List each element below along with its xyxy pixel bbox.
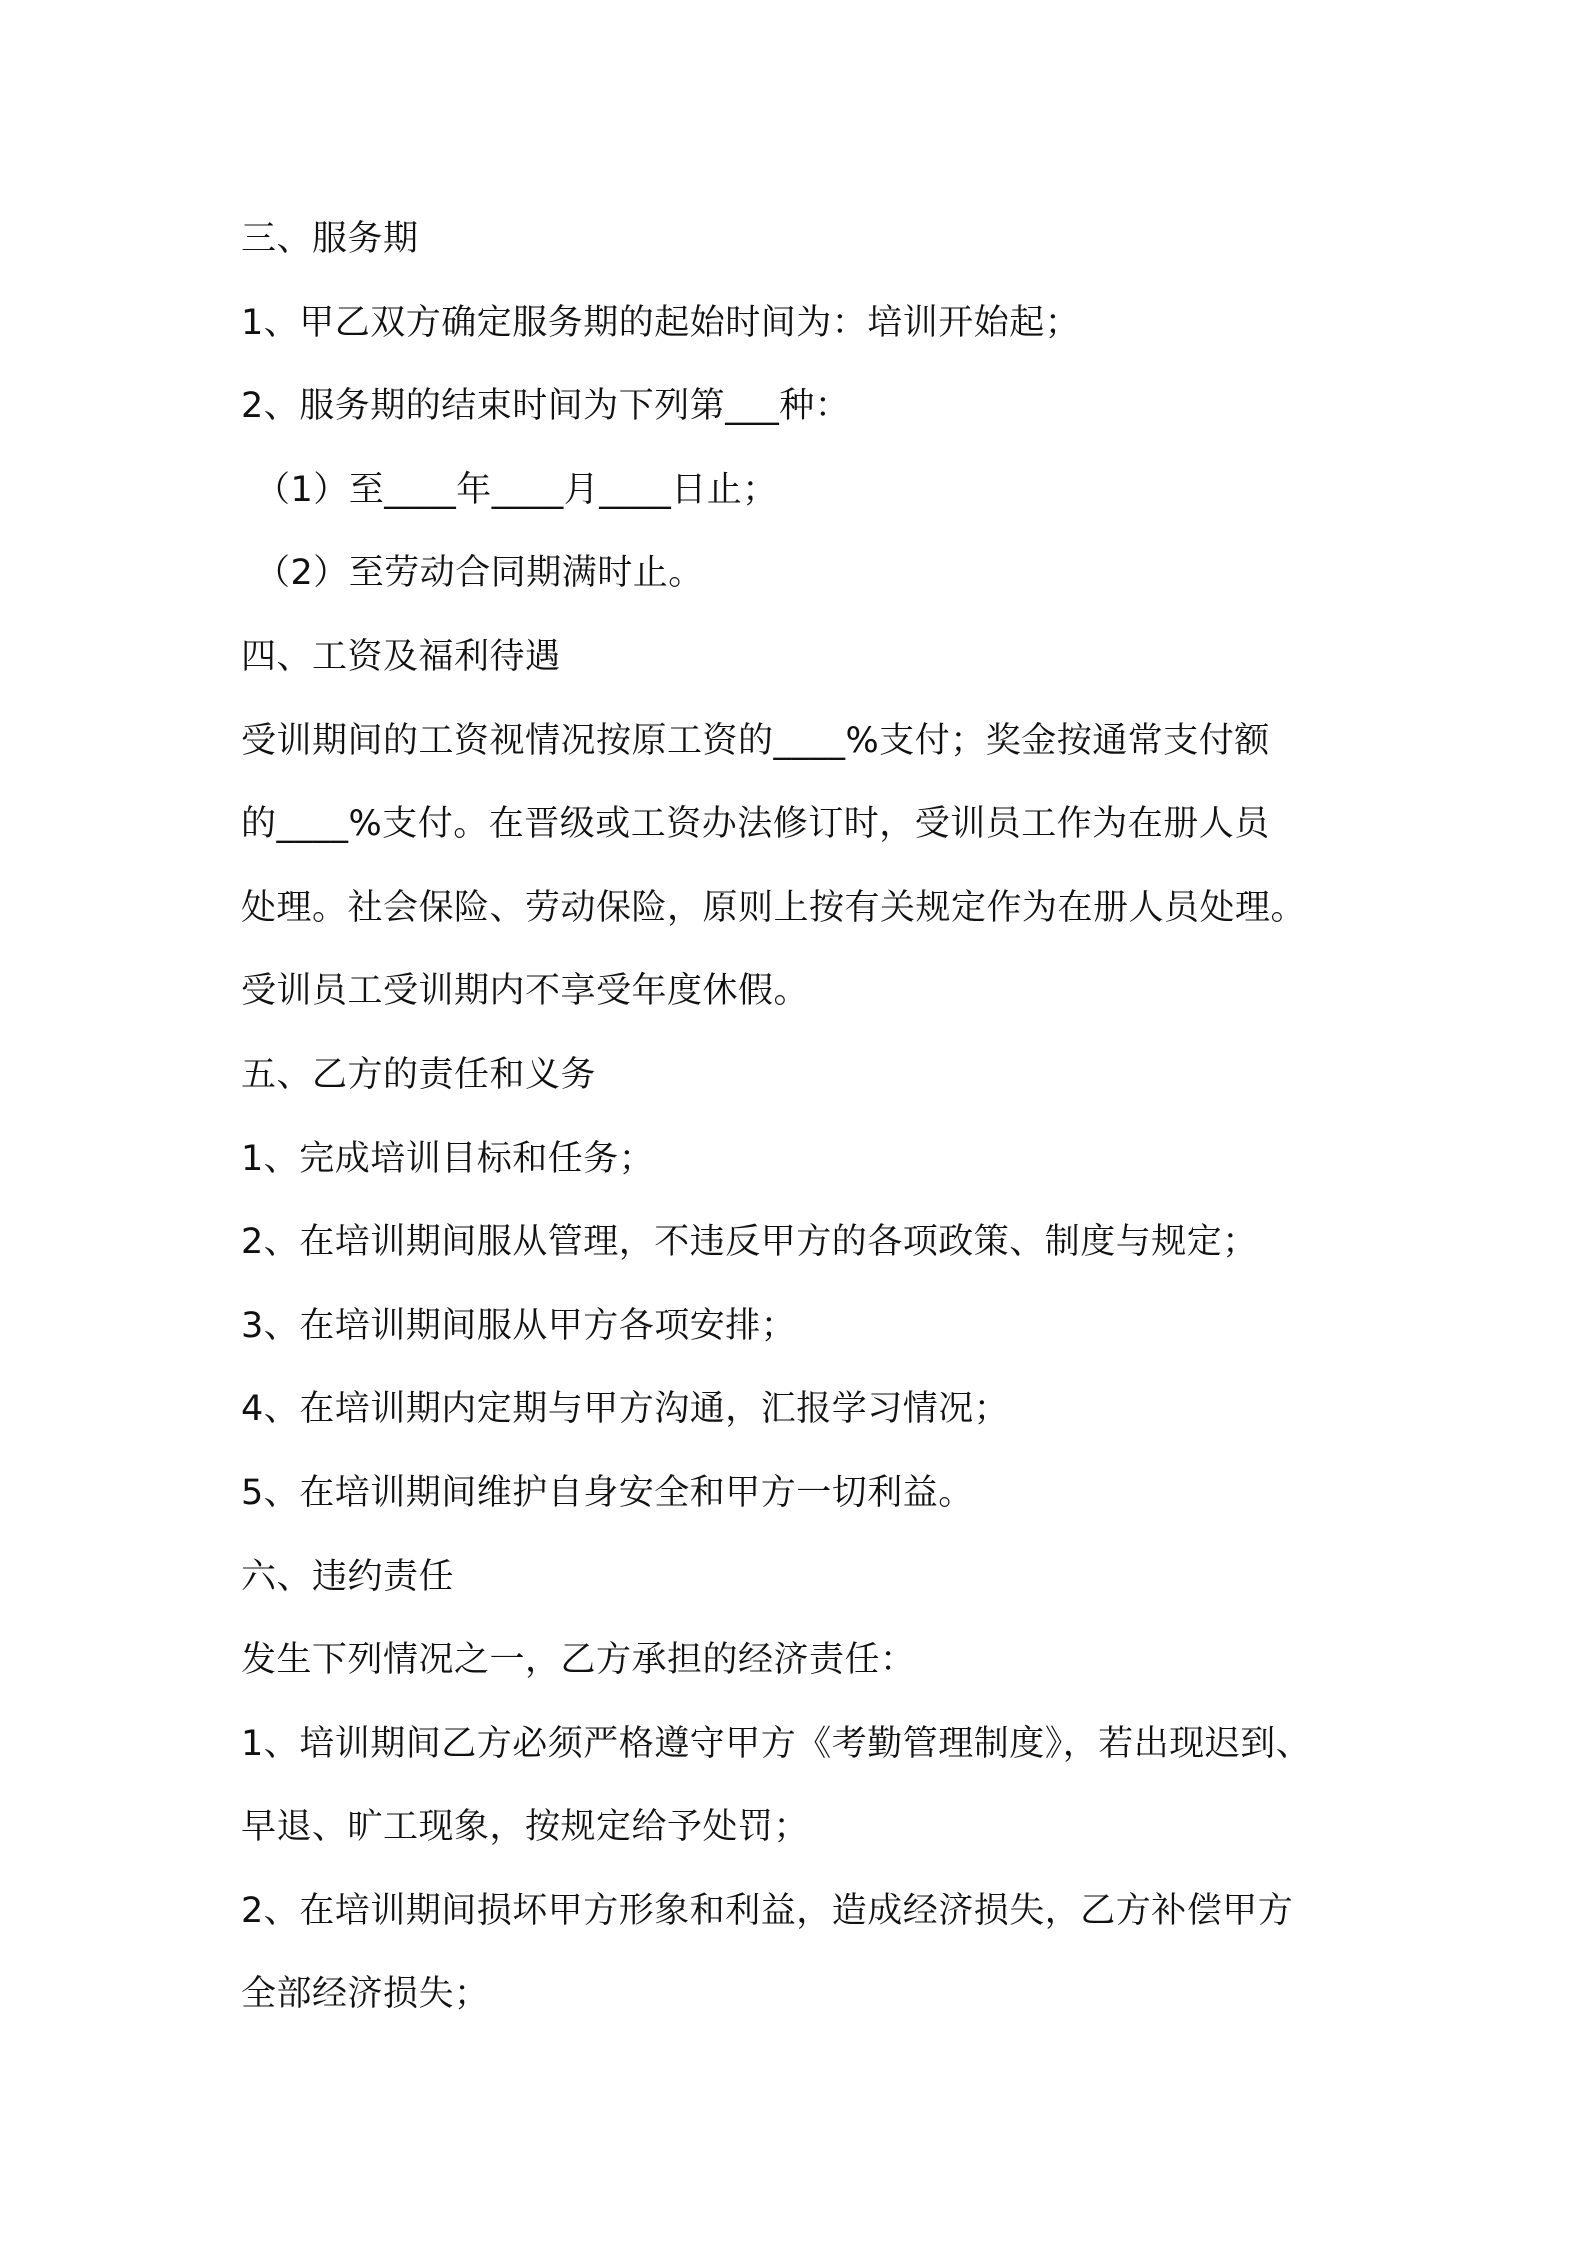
liability-item-1-line-2: 早退、旷工现象，按规定给予处罚； — [241, 1807, 810, 1848]
liability-item-2-line-2: 全部经济损失； — [241, 1974, 490, 2015]
duty-item-2: 2、在培训期间服从管理，不违反甲方的各项政策、制度与规定； — [241, 1222, 1258, 1263]
section-heading-wages: 四、工资及福利待遇 — [241, 636, 561, 677]
wages-paragraph-line-2: 的____%支付。在晋级或工资办法修订时，受训员工作为在册人员 — [241, 804, 1270, 845]
liability-intro: 发生下列情况之一，乙方承担的经济责任： — [241, 1640, 916, 1681]
service-item-1: 1、甲乙双方确定服务期的起始时间为：培训开始起； — [241, 302, 1081, 343]
wages-paragraph-line-4: 受训员工受训期内不享受年度休假。 — [241, 971, 810, 1012]
liability-item-1-line-1: 1、培训期间乙方必须严格遵守甲方《考勤管理制度》，若出现迟到、 — [241, 1723, 1312, 1764]
wages-paragraph-line-1: 受训期间的工资视情况按原工资的____%支付；奖金按通常支付额 — [241, 720, 1270, 761]
section-heading-liability: 六、违约责任 — [241, 1556, 455, 1597]
duty-item-5: 5、在培训期间维护自身安全和甲方一切利益。 — [241, 1472, 974, 1513]
service-subitem-1: （1）至____年____月____日止； — [255, 469, 778, 510]
document-body — [241, 198, 1361, 2037]
section-heading-duties: 五、乙方的责任和义务 — [241, 1054, 597, 1095]
wages-paragraph-line-3: 处理。社会保险、劳动保险，原则上按有关规定作为在册人员处理。 — [241, 887, 1307, 928]
section-heading-service-period: 三、服务期 — [241, 219, 419, 259]
liability-item-2-line-1: 2、在培训期间损坏甲方形象和利益，造成经济损失，乙方补偿甲方 — [241, 1890, 1294, 1931]
service-subitem-2: （2）至劳动合同期满时止。 — [255, 553, 704, 594]
duty-item-4: 4、在培训期内定期与甲方沟通，汇报学习情况； — [241, 1389, 1010, 1430]
duty-item-1: 1、完成培训目标和任务； — [241, 1138, 655, 1179]
duty-item-3: 3、在培训期间服从甲方各项安排； — [241, 1305, 797, 1346]
service-item-2: 2、服务期的结束时间为下列第___种： — [241, 386, 851, 427]
